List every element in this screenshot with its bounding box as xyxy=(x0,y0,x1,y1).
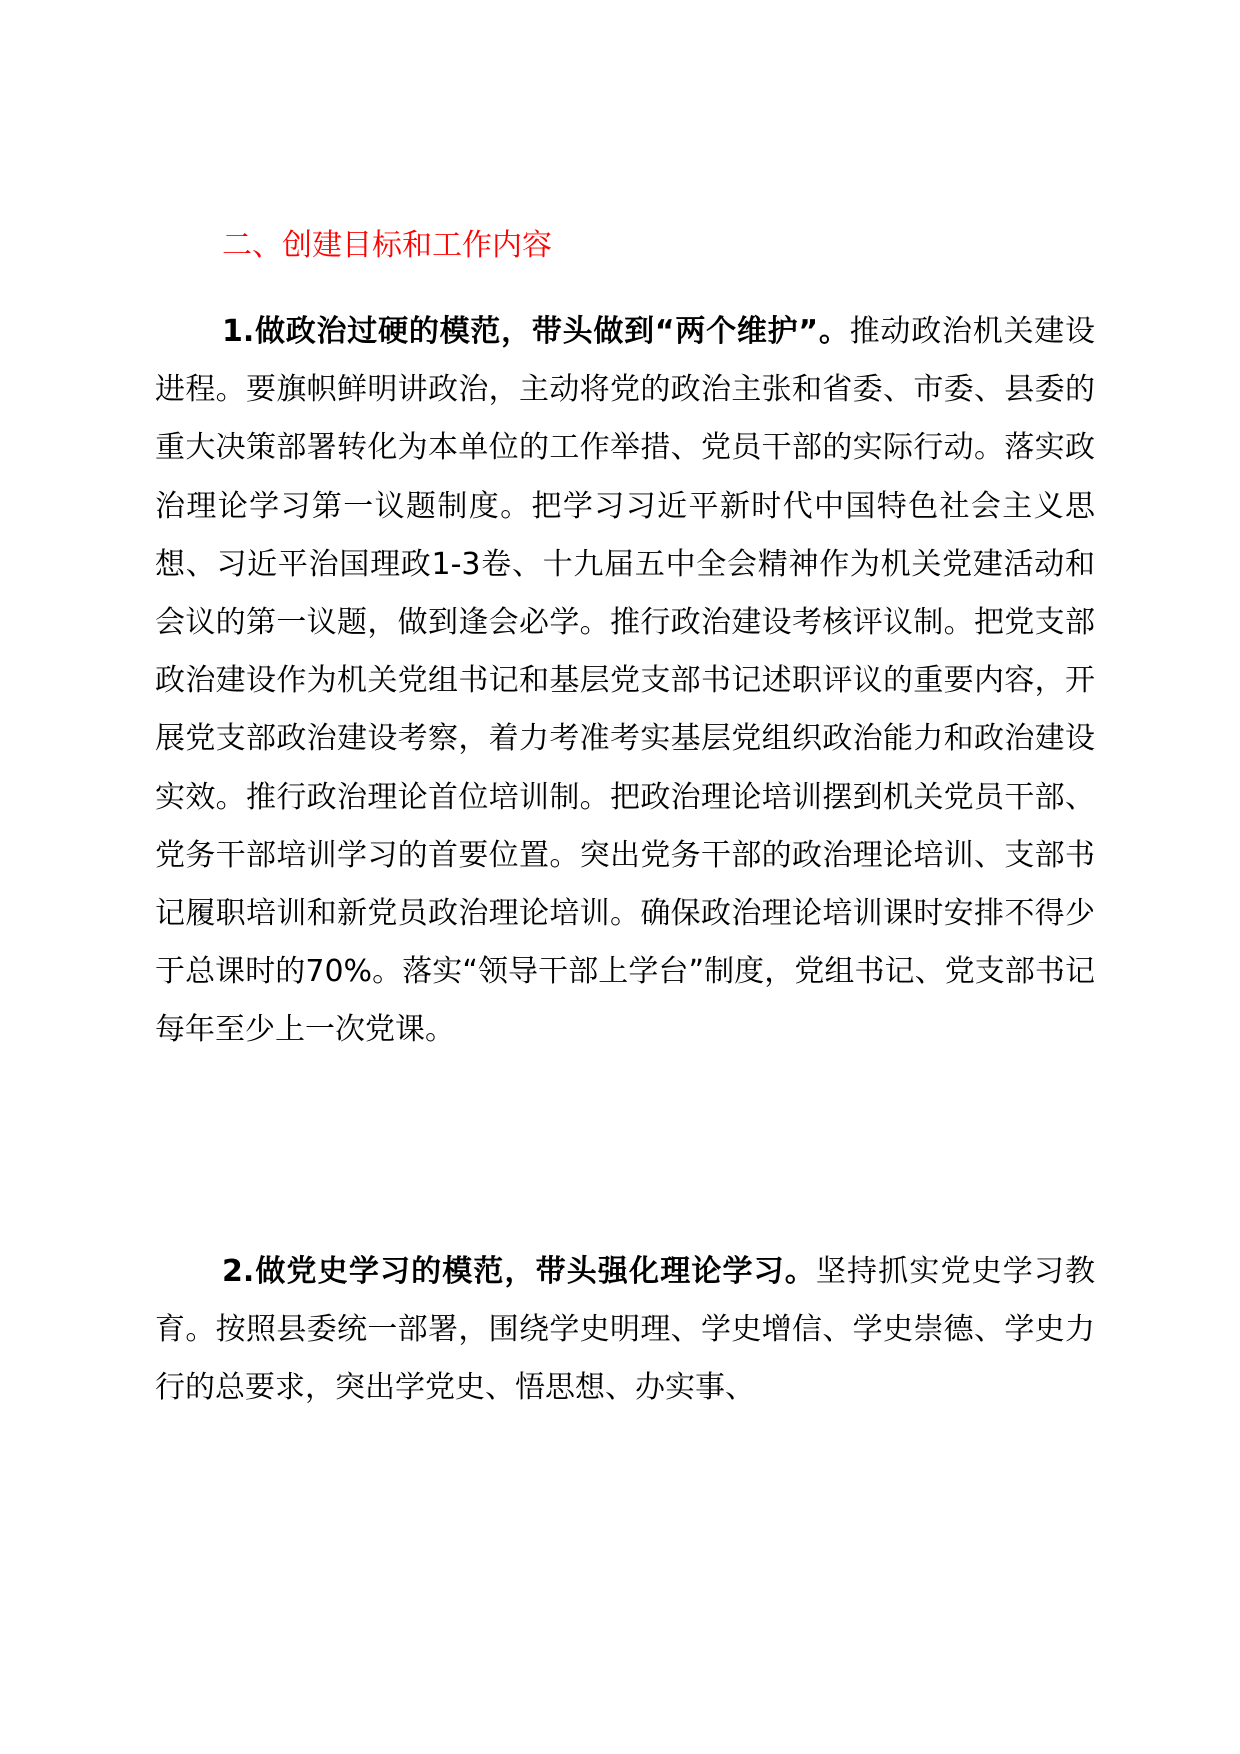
paragraph-2-body: 坚持抓实党史学习教育。按照县委统一部署，围绕学史明理、学史增信、学史崇德、学史力行的总要求，突出学党史、悟思想、办实事、 xyxy=(155,1254,1095,1406)
paragraph-1 xyxy=(155,303,1095,1060)
paragraph-2-lead: 2.做党史学习的模范，带头强化理论学习。 xyxy=(222,1254,816,1289)
paragraph-1-body: 推动政治机关建设进程。要旗帜鲜明讲政治，主动将党的政治主张和省委、市委、县委的重大决策部署转化为本单位的工作举措、党员干部的实际行动。落实政治理论学习第一议题制度。把学习习近平新时代中国特色社会主义思想、习近平治国理政1-3卷、十九届五中全会精神作为机关党建活动和会议的第一议题，做到逢会必学。推行政治建设考核评议制。把党支部政治建设作为机关党组书记和基层党支部书记述职评议的重要内容，开展党支部政治建设考察，着力考准考实基层党组织政治能力和政治建设实效。推行政治理论首位培训制。把政治理论培训摆到机关党员干部、党务干部培训学习的首要位置。突出党务干部的政治理论培训、支部书记履职培训和新党员政治理论培训。确保政治理论培训课时安排不得少于总课时的70%。落实“领导干部上学台”制度，党组书记、党支部书记每年至少上一次党课。 xyxy=(155,314,1095,1048)
paragraph-2 xyxy=(155,1243,1095,1418)
document-page xyxy=(155,0,1095,1754)
paragraph-1-lead: 1.做政治过硬的模范，带头做到“两个维护”。 xyxy=(222,314,850,349)
section-heading: 二、创建目标和工作内容 xyxy=(222,228,552,263)
